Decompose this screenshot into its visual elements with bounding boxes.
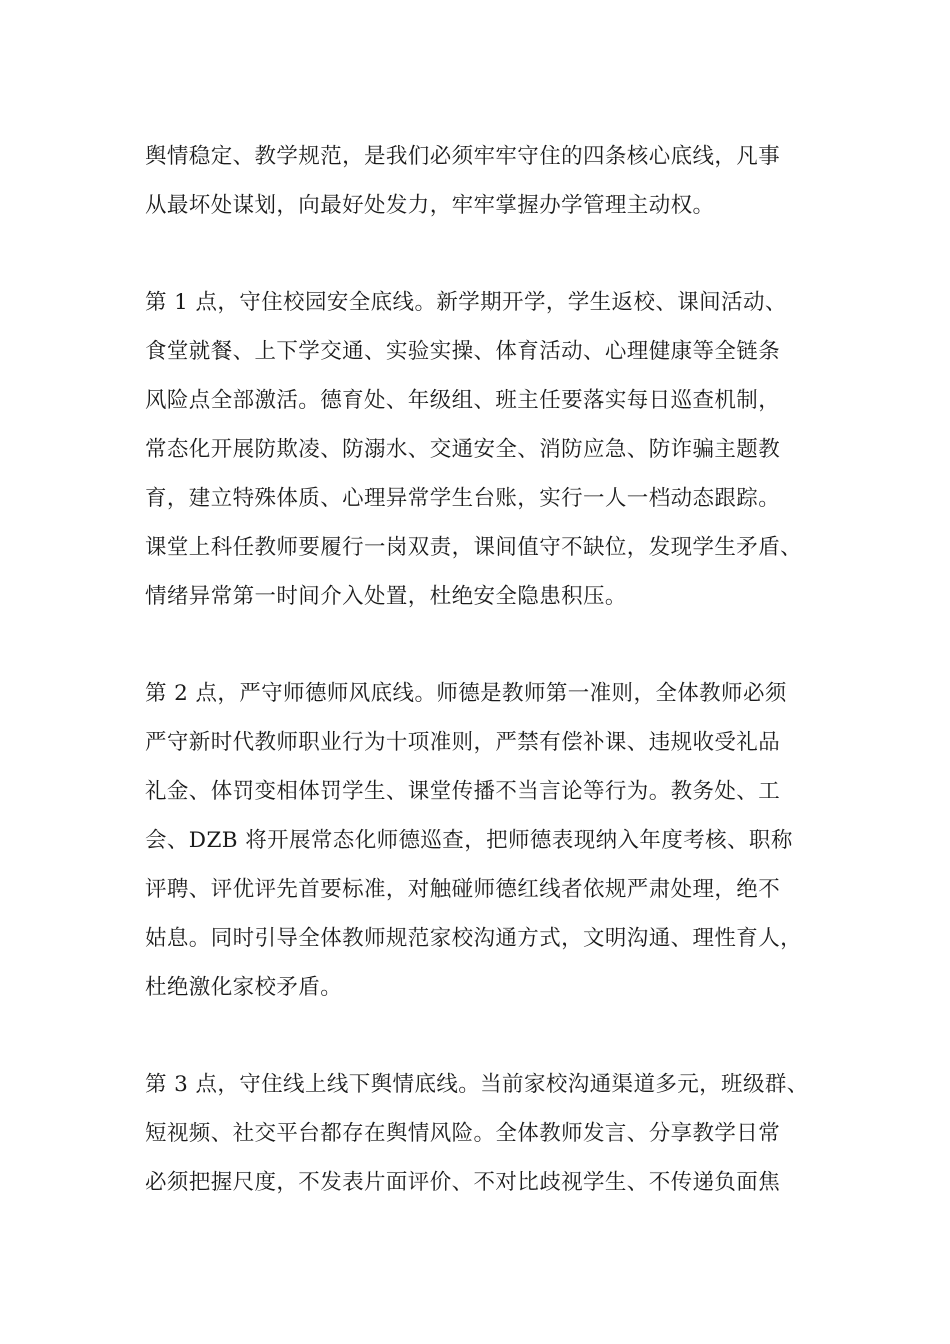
text-line: 从最坏处谋划，向最好处发力，牢牢掌握办学管理主动权。 <box>145 193 715 218</box>
text-line: 严守新时代教师职业行为十项准则，严禁有偿补课、违规收受礼品 <box>145 730 781 755</box>
text-line: 评聘、评优评先首要标准，对触碰师德红线者依规严肃处理，绝不 <box>145 877 781 902</box>
text-line: 姑息。同时引导全体教师规范家校沟通方式，文明沟通、理性育人， <box>145 926 803 951</box>
paragraph-intro <box>145 132 835 230</box>
paragraph-point-2 <box>145 669 835 1012</box>
text-line: 短视频、社交平台都存在舆情风险。全体教师发言、分享教学日常 <box>145 1121 781 1146</box>
text-line: 第 1 点，守住校园安全底线。新学期开学，学生返校、课间活动、 <box>145 290 787 315</box>
paragraph-point-3 <box>145 1060 835 1207</box>
text-line: 杜绝激化家校矛盾。 <box>145 975 343 1000</box>
text-line: 风险点全部激活。德育处、年级组、班主任要落实每日巡查机制， <box>145 388 781 413</box>
text-line: 课堂上科任教师要履行一岗双责，课间值守不缺位，发现学生矛盾、 <box>145 535 803 560</box>
document-page <box>145 132 835 1255</box>
paragraph-point-1 <box>145 278 835 621</box>
text-line: 食堂就餐、上下学交通、实验实操、体育活动、心理健康等全链条 <box>145 339 781 364</box>
text-line: 第 2 点，严守师德师风底线。师德是教师第一准则，全体教师必须 <box>145 681 787 706</box>
text-line: 礼金、体罚变相体罚学生、课堂传播不当言论等行为。教务处、工 <box>145 779 781 804</box>
text-line: 舆情稳定、教学规范，是我们必须牢牢守住的四条核心底线，凡事 <box>145 144 781 169</box>
text-line: 情绪异常第一时间介入处置，杜绝安全隐患积压。 <box>145 584 627 609</box>
text-line: 常态化开展防欺凌、防溺水、交通安全、消防应急、防诈骗主题教 <box>145 437 781 462</box>
text-line: 第 3 点，守住线上线下舆情底线。当前家校沟通渠道多元，班级群、 <box>145 1072 809 1097</box>
text-line: 会、DZB 将开展常态化师德巡查，把师德表现纳入年度考核、职称 <box>145 828 793 853</box>
text-line: 必须把握尺度，不发表片面评价、不对比歧视学生、不传递负面焦 <box>145 1170 781 1195</box>
text-line: 育，建立特殊体质、心理异常学生台账，实行一人一档动态跟踪。 <box>145 486 781 511</box>
